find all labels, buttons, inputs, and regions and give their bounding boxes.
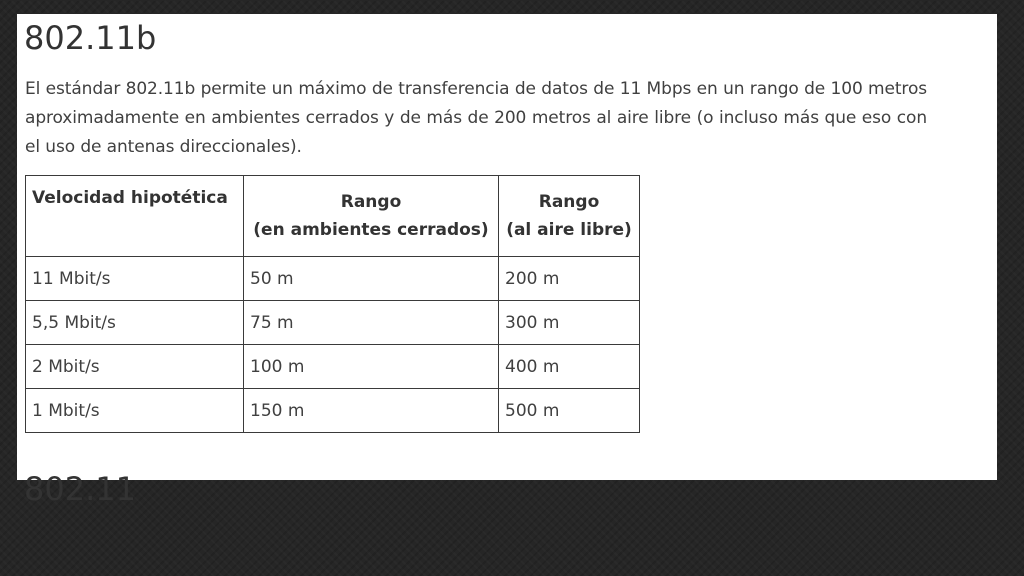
document-card <box>17 14 997 508</box>
cell-outdoor: 200 m <box>499 257 640 301</box>
header-outdoor-range <box>499 176 640 257</box>
cell-indoor: 150 m <box>244 389 499 433</box>
cell-outdoor: 300 m <box>499 301 640 345</box>
table-row <box>26 257 640 301</box>
cell-indoor: 75 m <box>244 301 499 345</box>
section-paragraph: El estándar 802.11b permite un máximo de transferencia de datos de 11 Mbps en un rango de 100 metros aproximadamente en ambientes cerrados y de más de 200 metros al aire libre (o incluso más que eso con el uso de antenas direccionales). <box>25 79 927 157</box>
cell-indoor: 50 m <box>244 257 499 301</box>
header-outdoor-line2: (al aire libre) <box>506 220 632 240</box>
cell-speed: 2 Mbit/s <box>26 345 244 389</box>
header-indoor-line2: (en ambientes cerrados) <box>253 220 489 240</box>
header-outdoor-line1: Rango <box>538 192 600 212</box>
header-speed <box>26 176 244 257</box>
header-speed-label: Velocidad hipotética <box>32 188 228 208</box>
speed-range-table <box>25 175 640 433</box>
cell-indoor: 100 m <box>244 345 499 389</box>
table-row <box>26 301 640 345</box>
table-row <box>26 389 640 433</box>
table-row <box>26 345 640 389</box>
cell-speed: 5,5 Mbit/s <box>26 301 244 345</box>
header-indoor-range <box>244 176 499 257</box>
table-header-row <box>26 176 640 257</box>
header-indoor-line1: Rango <box>340 192 402 212</box>
cell-speed: 11 Mbit/s <box>26 257 244 301</box>
cell-outdoor: 400 m <box>499 345 640 389</box>
next-section-heading: 802.11 <box>24 470 136 508</box>
cell-outdoor: 500 m <box>499 389 640 433</box>
cell-speed: 1 Mbit/s <box>26 389 244 433</box>
section-heading: 802.11b <box>24 19 157 57</box>
